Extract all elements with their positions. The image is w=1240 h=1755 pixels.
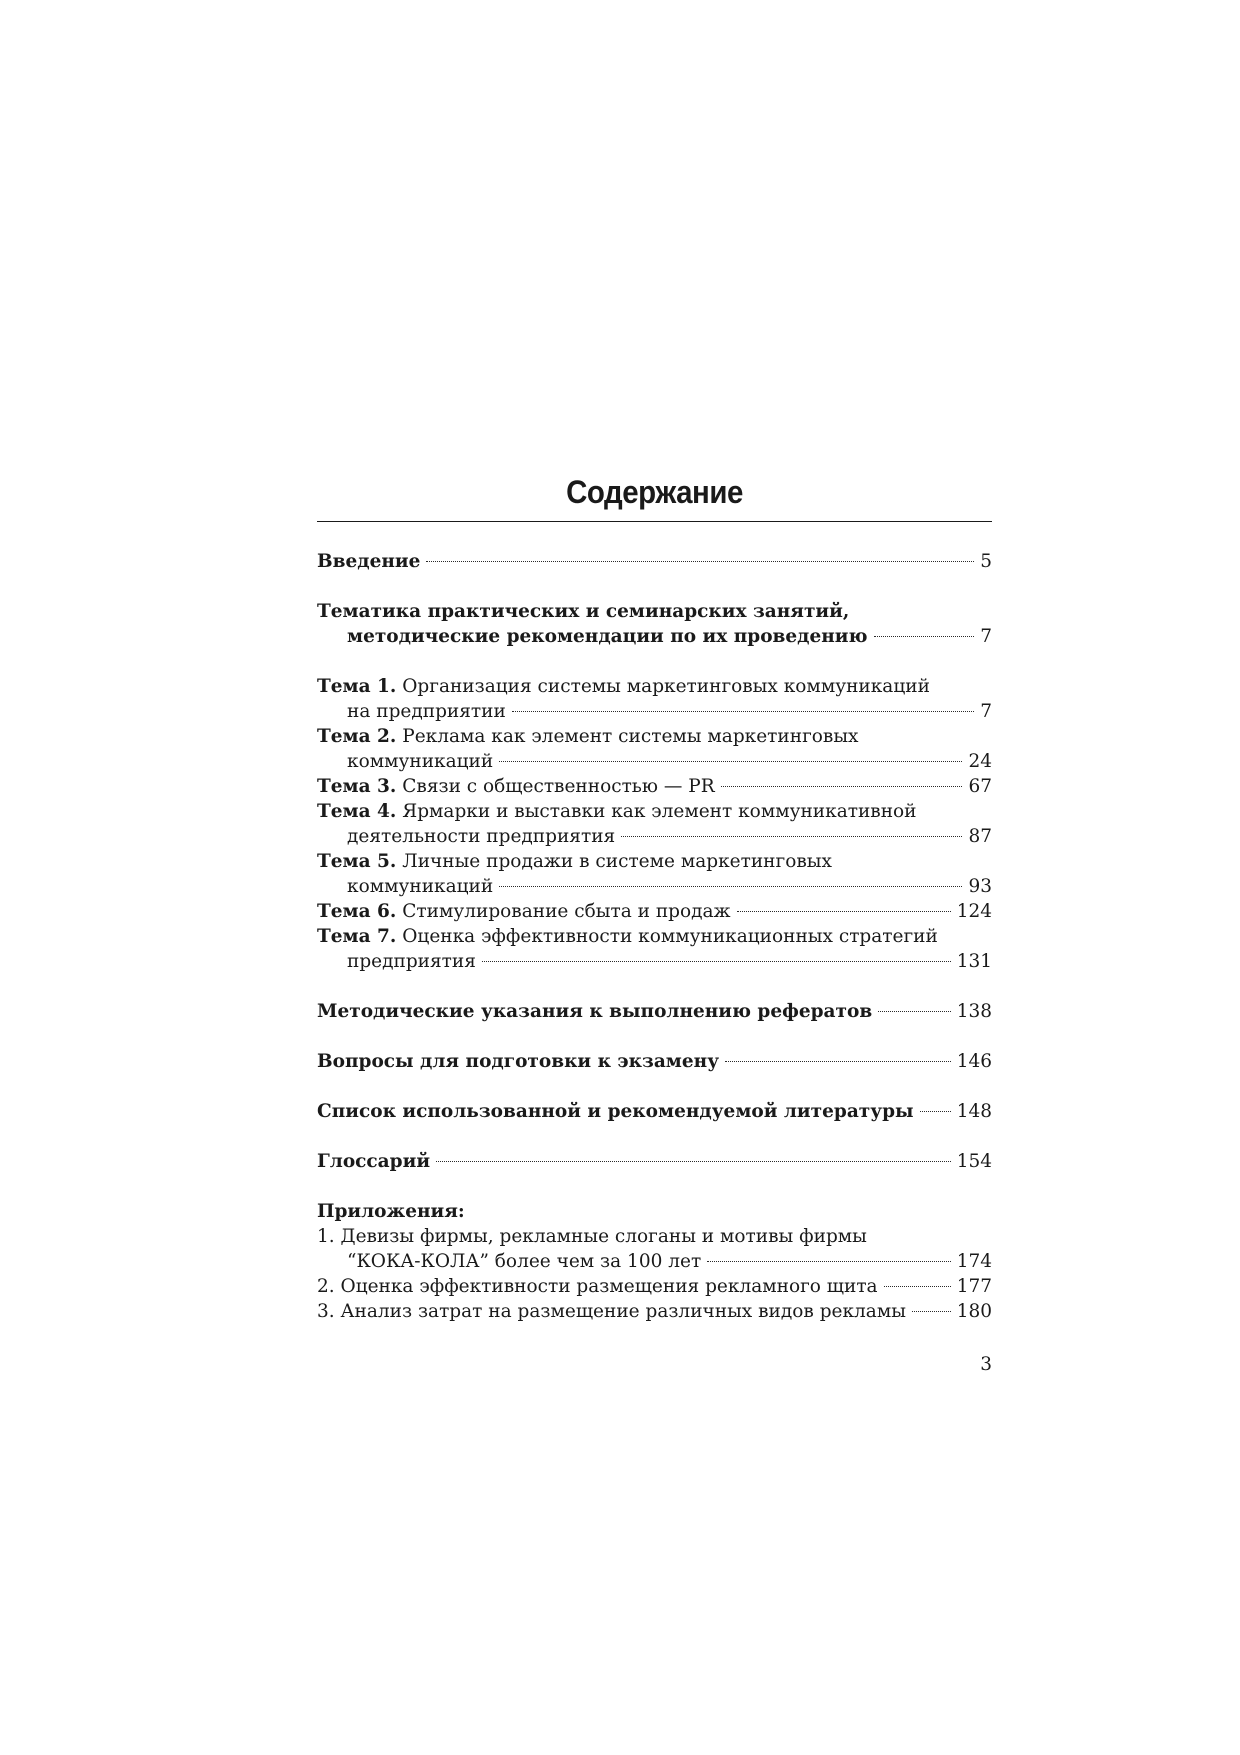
toc-entry-label-cont: предприятия [347,951,476,972]
spacer [317,574,992,599]
toc-entry-label: Тематика практических и семинарских занятий, [317,601,850,622]
toc-entry-topic-5[interactable] [317,849,992,899]
toc-entry-label-cont: коммуникаций [347,876,494,897]
toc-page-number: 174 [956,1251,992,1272]
toc-entry-label-cont: методические рекомендации по их проведению [347,626,868,647]
topic-prefix: Тема 3. [317,776,397,797]
dot-leader [482,961,951,962]
toc-page-number: 146 [956,1051,992,1072]
toc-entry-label: Оценка эффективности коммуникационных стратегий [402,926,938,947]
toc-entry-label: Введение [317,551,421,572]
dot-leader [737,911,951,912]
toc-page-number: 67 [968,776,992,797]
dot-leader [874,636,975,637]
toc-entry-appendix-2[interactable] [317,1274,992,1299]
toc-entry-topic-3[interactable] [317,774,992,799]
toc-entry-exam[interactable] [317,1049,992,1074]
toc-page-number: 131 [956,951,992,972]
toc-entry-label: Глоссарий [317,1151,431,1172]
page-title: Содержание [566,474,743,510]
toc-entry-intro[interactable] [317,549,992,574]
toc-entry-topic-4[interactable] [317,799,992,849]
toc-page-number: 93 [968,876,992,897]
topic-prefix: Тема 1. [317,676,397,697]
toc-entry-label: Вопросы для подготовки к экзамену [317,1051,720,1072]
spacer [317,1174,992,1199]
toc-page-number: 24 [968,751,992,772]
toc-entry-label-cont: коммуникаций [347,751,494,772]
spacer [317,974,992,999]
spacer [317,1074,992,1099]
dot-leader [920,1111,951,1112]
dot-leader [725,1061,951,1062]
spacer [317,1024,992,1049]
dot-leader [499,761,962,762]
dot-leader [912,1311,951,1312]
toc-entry-label: Связи с общественностью — PR [402,776,715,797]
spacer [317,1124,992,1149]
toc-entry-practical[interactable] [317,599,992,649]
toc-page-number: 177 [956,1276,992,1297]
dot-leader [884,1286,951,1287]
toc-entry-topic-6[interactable] [317,899,992,924]
dot-leader [512,711,974,712]
toc-page-number: 5 [980,551,992,572]
toc-entry-appendix-1[interactable] [317,1224,992,1274]
topic-prefix: Тема 7. [317,926,397,947]
toc-entry-label: Реклама как элемент системы маркетинговых [402,726,859,747]
toc-page-number: 87 [968,826,992,847]
toc-page-number: 138 [956,1001,992,1022]
dot-leader [878,1011,951,1012]
dot-leader [436,1161,951,1162]
toc-entry-topic-7[interactable] [317,924,992,974]
toc-entry-topic-1[interactable] [317,674,992,724]
toc-entry-label-cont: на предприятии [347,701,506,722]
toc-page-number: 7 [980,626,992,647]
topic-prefix: Тема 5. [317,851,397,872]
toc-entry-literature[interactable] [317,1099,992,1124]
dot-leader [499,886,962,887]
toc-page-number: 154 [956,1151,992,1172]
toc-entry-label: 1. Девизы фирмы, рекламные слоганы и мотивы фирмы [317,1226,867,1247]
topic-prefix: Тема 6. [317,901,397,922]
topic-prefix: Тема 2. [317,726,397,747]
toc-entry-label: Методические указания к выполнению рефератов [317,1001,873,1022]
page-number: 3 [980,1354,992,1375]
toc-entry-essays[interactable] [317,999,992,1024]
dot-leader [707,1261,951,1262]
toc-entry-label: Список использованной и рекомендуемой литературы [317,1101,914,1122]
toc-entry-label: Стимулирование сбыта и продаж [402,901,731,922]
table-of-contents [317,549,992,1324]
toc-entry-label: 3. Анализ затрат на размещение различных видов рекламы [317,1301,906,1322]
toc-entry-label: 2. Оценка эффективности размещения рекламного щита [317,1276,878,1297]
toc-entry-glossary[interactable] [317,1149,992,1174]
toc-entry-topic-2[interactable] [317,724,992,774]
dot-leader [721,786,963,787]
appendices-heading-row [317,1199,992,1224]
toc-entry-label-cont: “КОКА-КОЛА” более чем за 100 лет [347,1251,702,1272]
toc-page-number: 7 [980,701,992,722]
topic-prefix: Тема 4. [317,801,397,822]
toc-entry-appendix-3[interactable] [317,1299,992,1324]
dot-leader [426,561,974,562]
toc-entry-label: Ярмарки и выставки как элемент коммуникативной [402,801,917,822]
toc-page-number: 124 [956,901,992,922]
title-rule [317,521,992,522]
spacer [317,649,992,674]
toc-entry-label-cont: деятельности предприятия [347,826,616,847]
dot-leader [621,836,962,837]
toc-entry-label: Организация системы маркетинговых коммуникаций [402,676,930,697]
toc-entry-label: Личные продажи в системе маркетинговых [402,851,832,872]
appendices-heading: Приложения: [317,1201,465,1222]
toc-page-number: 148 [956,1101,992,1122]
toc-page-number: 180 [956,1301,992,1322]
